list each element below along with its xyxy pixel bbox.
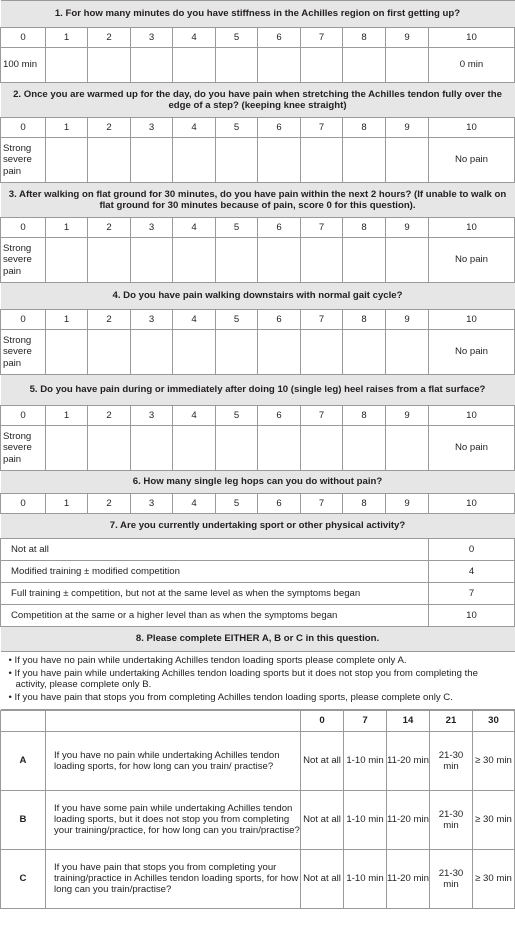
scale-0[interactable]: 0 — [1, 310, 46, 330]
instruction-text: If you have no pain while undertaking Achilles tendon loading sports please complete only A. — [14, 655, 407, 666]
question-8-table — [0, 710, 515, 909]
answer-cell[interactable] — [386, 48, 429, 83]
question-5-title: 5. Do you have pain during or immediately after doing 10 (single leg) heel raises from a flat surface? — [1, 375, 515, 406]
instruction-item: • If you have pain that stops you from completing Achilles tendon loading sports, please complete only C. — [8, 692, 453, 704]
question-3-right-anchor: No pain — [429, 238, 515, 283]
scale-8[interactable]: 8 — [343, 494, 386, 514]
question-5-right-anchor: No pain — [429, 426, 515, 471]
question-5-answer-row — [1, 426, 515, 471]
scale-9[interactable]: 9 — [386, 406, 429, 426]
option-label[interactable]: Full training ± competition, but not at the same level as when the symptoms began — [1, 583, 429, 605]
answer-cell[interactable] — [173, 48, 216, 83]
answer-cell[interactable] — [216, 330, 258, 375]
scale-0[interactable]: 0 — [1, 406, 46, 426]
question-1-left-anchor: 100 min — [1, 48, 46, 83]
scale-5[interactable]: 5 — [216, 28, 258, 48]
option-label[interactable]: Not at all — [1, 539, 429, 561]
scale-8[interactable]: 8 — [343, 310, 386, 330]
answer-cell[interactable] — [131, 330, 173, 375]
answer-cell[interactable] — [173, 330, 216, 375]
question-7-option-row — [1, 583, 515, 605]
question-3-scale-row — [1, 218, 515, 238]
answer-cell[interactable] — [46, 238, 88, 283]
question-1-title: 1. For how many minutes do you have stiffness in the Achilles region on first getting up? — [1, 1, 515, 28]
question-8-row-c — [1, 849, 515, 908]
answer-cell[interactable] — [301, 330, 343, 375]
answer-option[interactable]: ≥ 30 min — [473, 790, 515, 849]
answer-cell[interactable] — [258, 138, 301, 183]
scale-3[interactable]: 3 — [131, 118, 173, 138]
option-score[interactable]: 4 — [429, 561, 515, 583]
answer-cell[interactable] — [131, 48, 173, 83]
answer-cell[interactable] — [173, 426, 216, 471]
answer-option[interactable]: ≥ 30 min — [473, 731, 515, 790]
answer-cell[interactable] — [258, 48, 301, 83]
scale-1[interactable]: 1 — [46, 118, 88, 138]
answer-option[interactable]: ≥ 30 min — [473, 849, 515, 908]
answer-cell[interactable] — [258, 238, 301, 283]
scale-9[interactable]: 9 — [386, 310, 429, 330]
scale-7[interactable]: 7 — [301, 406, 343, 426]
question-7-option-row — [1, 539, 515, 561]
answer-cell[interactable] — [343, 238, 386, 283]
answer-cell[interactable] — [46, 48, 88, 83]
header-14: 14 — [387, 710, 430, 731]
answer-cell[interactable] — [301, 426, 343, 471]
scale-6[interactable]: 6 — [258, 310, 301, 330]
question-8-instructions — [1, 652, 515, 710]
scale-4[interactable]: 4 — [173, 310, 216, 330]
answer-cell[interactable] — [301, 238, 343, 283]
question-2-right-anchor: No pain — [429, 138, 515, 183]
answer-cell[interactable] — [386, 426, 429, 471]
answer-cell[interactable] — [46, 426, 88, 471]
question-2-left-anchor: Strong severe pain — [1, 138, 46, 183]
scale-4[interactable]: 4 — [173, 218, 216, 238]
scale-0[interactable]: 0 — [1, 218, 46, 238]
option-label[interactable]: Competition at the same or a higher level than as when the symptoms began — [1, 605, 429, 627]
answer-cell[interactable] — [258, 330, 301, 375]
question-8-title: 8. Please complete EITHER A, B or C in this question. — [1, 627, 515, 652]
header-0: 0 — [301, 710, 344, 731]
scale-2[interactable]: 2 — [88, 218, 131, 238]
scale-5[interactable]: 5 — [216, 118, 258, 138]
scale-6[interactable]: 6 — [258, 118, 301, 138]
scale-1[interactable]: 1 — [46, 406, 88, 426]
answer-option[interactable]: 11-20 min — [387, 849, 430, 908]
scale-1[interactable]: 1 — [46, 310, 88, 330]
scale-3[interactable]: 3 — [131, 310, 173, 330]
scale-10[interactable]: 10 — [429, 494, 515, 514]
instruction-item: • If you have pain while undertaking Achilles tendon loading sports but it does not stop you from completing the activity, please complete only B. — [8, 667, 478, 691]
question-4-answer-row — [1, 330, 515, 375]
question-1-answer-row — [1, 48, 515, 83]
answer-option[interactable]: 11-20 min — [387, 790, 430, 849]
answer-cell[interactable] — [343, 138, 386, 183]
scale-8[interactable]: 8 — [343, 118, 386, 138]
scale-9[interactable]: 9 — [386, 28, 429, 48]
question-8-header-row — [1, 710, 515, 731]
scale-4[interactable]: 4 — [173, 494, 216, 514]
scale-10[interactable]: 10 — [429, 310, 515, 330]
answer-cell[interactable] — [173, 138, 216, 183]
question-7-option-row — [1, 561, 515, 583]
answer-cell[interactable] — [88, 138, 131, 183]
scale-0[interactable]: 0 — [1, 494, 46, 514]
option-label[interactable]: Modified training ± modified competition — [1, 561, 429, 583]
question-2-title: 2. Once you are warmed up for the day, do you have pain when stretching the Achilles tendon fully over the edge of a step? (keeping knee straight) — [1, 83, 515, 118]
question-8-row-b — [1, 790, 515, 849]
instruction-text: If you have pain while undertaking Achilles tendon loading sports but it does not stop you from completing the activity, please complete only B. — [14, 667, 478, 691]
question-4-right-anchor: No pain — [429, 330, 515, 375]
empty-cell — [46, 710, 301, 731]
scale-2[interactable]: 2 — [88, 494, 131, 514]
scale-3[interactable]: 3 — [131, 406, 173, 426]
answer-cell[interactable] — [343, 48, 386, 83]
answer-option[interactable]: 1-10 min — [344, 790, 387, 849]
option-score[interactable]: 0 — [429, 539, 515, 561]
answer-cell[interactable] — [131, 238, 173, 283]
answer-cell[interactable] — [386, 238, 429, 283]
header-7: 7 — [344, 710, 387, 731]
answer-cell[interactable] — [216, 426, 258, 471]
row-description: If you have no pain while undertaking Achilles tendon loading sports, for how long can you train/ practise? — [46, 731, 301, 790]
answer-cell[interactable] — [343, 330, 386, 375]
question-5-scale-row — [1, 406, 515, 426]
answer-cell[interactable] — [216, 48, 258, 83]
scale-0[interactable]: 0 — [1, 28, 46, 48]
question-5-left-anchor: Strong severe pain — [1, 426, 46, 471]
answer-cell[interactable] — [216, 138, 258, 183]
scale-3[interactable]: 3 — [131, 494, 173, 514]
answer-option[interactable]: 21-30 min — [430, 790, 473, 849]
question-6-title: 6. How many single leg hops can you do without pain? — [1, 471, 515, 494]
answer-option[interactable]: 21-30 min — [430, 731, 473, 790]
question-7-title: 7. Are you currently undertaking sport or other physical activity? — [1, 514, 515, 539]
header-21: 21 — [430, 710, 473, 731]
answer-cell[interactable] — [258, 426, 301, 471]
scale-3[interactable]: 3 — [131, 218, 173, 238]
answer-option[interactable]: 21-30 min — [430, 849, 473, 908]
question-1-scale-row — [1, 28, 515, 48]
question-2-answer-row — [1, 138, 515, 183]
question-3-answer-row — [1, 238, 515, 283]
scale-8[interactable]: 8 — [343, 406, 386, 426]
instruction-text: If you have pain that stops you from completing Achilles tendon loading sports, please complete only C. — [14, 692, 453, 704]
scale-7[interactable]: 7 — [301, 28, 343, 48]
scale-4[interactable]: 4 — [173, 118, 216, 138]
question-2-scale-row — [1, 118, 515, 138]
answer-cell[interactable] — [88, 330, 131, 375]
scale-7[interactable]: 7 — [301, 118, 343, 138]
question-4-title: 4. Do you have pain walking downstairs with normal gait cycle? — [1, 283, 515, 310]
answer-cell[interactable] — [301, 138, 343, 183]
answer-cell[interactable] — [301, 48, 343, 83]
scale-2[interactable]: 2 — [88, 28, 131, 48]
question-3-left-anchor: Strong severe pain — [1, 238, 46, 283]
scale-1[interactable]: 1 — [46, 28, 88, 48]
answer-option[interactable]: 1-10 min — [344, 731, 387, 790]
scale-7[interactable]: 7 — [301, 310, 343, 330]
header-30: 30 — [473, 710, 515, 731]
scale-2[interactable]: 2 — [88, 406, 131, 426]
row-letter: B — [1, 790, 46, 849]
scale-2[interactable]: 2 — [88, 310, 131, 330]
answer-cell[interactable] — [173, 238, 216, 283]
scale-6[interactable]: 6 — [258, 28, 301, 48]
answer-option[interactable]: 11-20 min — [387, 731, 430, 790]
scale-9[interactable]: 9 — [386, 118, 429, 138]
answer-cell[interactable] — [88, 48, 131, 83]
answer-cell[interactable] — [216, 238, 258, 283]
question-7-option-row — [1, 605, 515, 627]
scale-10[interactable]: 10 — [429, 28, 515, 48]
scale-8[interactable]: 8 — [343, 28, 386, 48]
scale-5[interactable]: 5 — [216, 218, 258, 238]
instruction-item: • If you have no pain while undertaking Achilles tendon loading sports please complete only A. — [8, 655, 407, 666]
answer-cell[interactable] — [131, 426, 173, 471]
option-score[interactable]: 7 — [429, 583, 515, 605]
row-description: If you have pain that stops you from completing your training/practice in Achilles tendon loading sports, for how long can you train/practise? — [46, 849, 301, 908]
scale-1[interactable]: 1 — [46, 494, 88, 514]
scale-2[interactable]: 2 — [88, 118, 131, 138]
answer-cell[interactable] — [88, 238, 131, 283]
question-3-title: 3. After walking on flat ground for 30 minutes, do you have pain within the next 2 hours? (If unable to walk on flat ground for 30 minutes because of pain, score 0 for this question). — [1, 183, 515, 218]
row-letter: C — [1, 849, 46, 908]
answer-cell[interactable] — [46, 138, 88, 183]
answer-cell[interactable] — [386, 138, 429, 183]
scale-5[interactable]: 5 — [216, 406, 258, 426]
scale-5[interactable]: 5 — [216, 310, 258, 330]
scale-7[interactable]: 7 — [301, 494, 343, 514]
answer-option[interactable]: Not at all — [301, 731, 344, 790]
scale-6[interactable]: 6 — [258, 218, 301, 238]
scale-9[interactable]: 9 — [386, 494, 429, 514]
scale-4[interactable]: 4 — [173, 406, 216, 426]
scale-6[interactable]: 6 — [258, 406, 301, 426]
answer-cell[interactable] — [386, 330, 429, 375]
scale-9[interactable]: 9 — [386, 218, 429, 238]
scale-1[interactable]: 1 — [46, 218, 88, 238]
answer-cell[interactable] — [46, 330, 88, 375]
scale-3[interactable]: 3 — [131, 28, 173, 48]
row-description: If you have some pain while undertaking Achilles tendon loading sports, but it does not stop you from completing your training/practice, for how long can you train/practise? — [46, 790, 301, 849]
answer-cell[interactable] — [131, 138, 173, 183]
question-8-row-a — [1, 731, 515, 790]
answer-cell[interactable] — [343, 426, 386, 471]
answer-cell[interactable] — [88, 426, 131, 471]
scale-7[interactable]: 7 — [301, 218, 343, 238]
scale-10[interactable]: 10 — [429, 406, 515, 426]
scale-5[interactable]: 5 — [216, 494, 258, 514]
question-4-left-anchor: Strong severe pain — [1, 330, 46, 375]
answer-option[interactable]: 1-10 min — [344, 849, 387, 908]
answer-option[interactable]: Not at all — [301, 849, 344, 908]
row-letter: A — [1, 731, 46, 790]
scale-0[interactable]: 0 — [1, 118, 46, 138]
scale-10[interactable]: 10 — [429, 218, 515, 238]
scale-10[interactable]: 10 — [429, 118, 515, 138]
answer-option[interactable]: Not at all — [301, 790, 344, 849]
scale-6[interactable]: 6 — [258, 494, 301, 514]
question-4-scale-row — [1, 310, 515, 330]
option-score[interactable]: 10 — [429, 605, 515, 627]
scale-4[interactable]: 4 — [173, 28, 216, 48]
question-6-scale-row — [1, 494, 515, 514]
scale-8[interactable]: 8 — [343, 218, 386, 238]
question-1-right-anchor: 0 min — [429, 48, 515, 83]
empty-cell — [1, 710, 46, 731]
